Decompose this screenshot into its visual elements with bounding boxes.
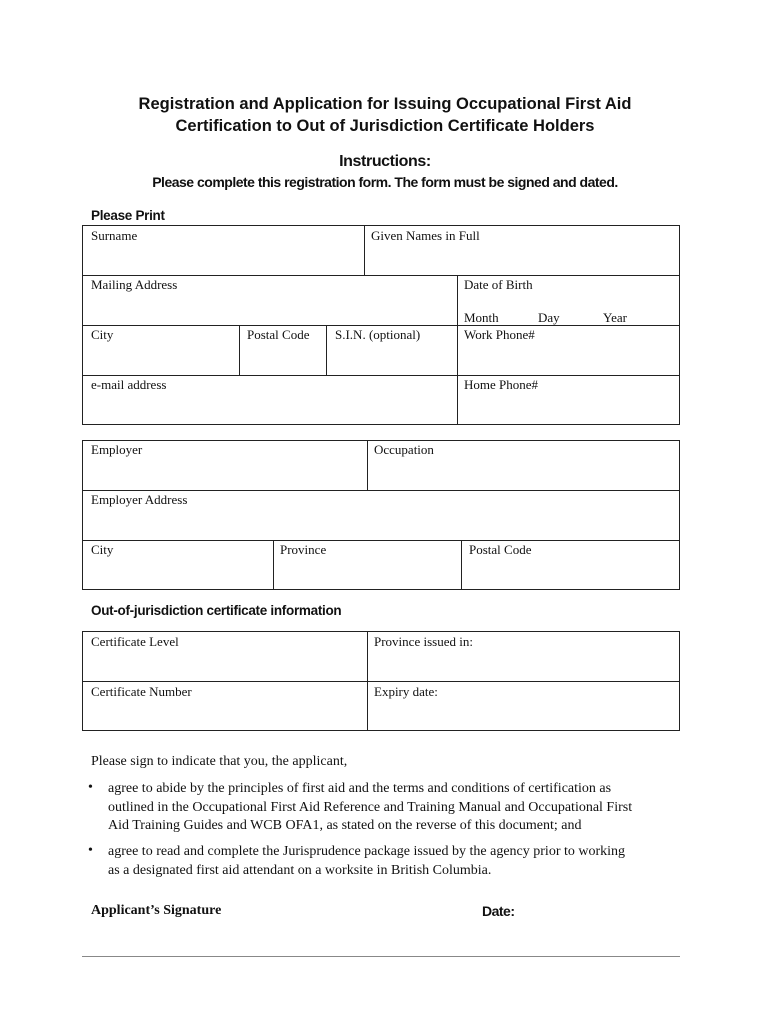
employer-address-field[interactable]: Employer Address bbox=[91, 492, 188, 507]
employer-city-field[interactable]: City bbox=[91, 542, 114, 557]
signature-date-label[interactable]: Date: bbox=[482, 903, 515, 919]
certificate-level-field[interactable]: Certificate Level bbox=[91, 634, 179, 649]
form-title-line-2: Certification to Out of Jurisdiction Certificate Holders bbox=[175, 117, 595, 135]
column-divider bbox=[326, 325, 327, 375]
surname-field[interactable]: Surname bbox=[91, 228, 138, 243]
column-divider bbox=[367, 441, 368, 490]
declaration-bullet-2 bbox=[108, 843, 625, 880]
column-divider bbox=[461, 540, 462, 589]
home-phone-field[interactable]: Home Phone# bbox=[464, 377, 539, 392]
instructions-heading: Instructions: bbox=[339, 153, 431, 170]
certificate-number-field[interactable]: Certificate Number bbox=[91, 684, 192, 699]
dob-year-label: Year bbox=[603, 310, 627, 325]
row-divider bbox=[83, 540, 679, 541]
mailing-address-field[interactable]: Mailing Address bbox=[91, 277, 178, 292]
email-field[interactable]: e-mail address bbox=[91, 377, 167, 392]
postal-code-field[interactable]: Postal Code bbox=[247, 327, 310, 342]
row-divider bbox=[83, 375, 679, 376]
dob-day-label: Day bbox=[538, 310, 560, 325]
applicant-signature-label[interactable]: Applicant’s Signature bbox=[91, 903, 222, 918]
bullet-1-line-1: agree to abide by the principles of first aid and the terms and conditions of certification as bbox=[108, 781, 612, 796]
declaration-bullet-1 bbox=[108, 780, 632, 836]
row-divider bbox=[83, 490, 679, 491]
row-divider bbox=[83, 681, 679, 682]
row-divider bbox=[83, 275, 679, 276]
work-phone-field[interactable]: Work Phone# bbox=[464, 327, 535, 342]
row-divider bbox=[83, 325, 679, 326]
column-divider bbox=[367, 632, 368, 730]
bullet-icon: • bbox=[88, 843, 93, 858]
column-divider bbox=[239, 325, 240, 375]
column-divider bbox=[457, 275, 458, 425]
certificate-section-label: Out-of-jurisdiction certificate information bbox=[91, 603, 342, 618]
occupation-field[interactable]: Occupation bbox=[374, 442, 434, 457]
city-field[interactable]: City bbox=[91, 327, 114, 342]
form-title-line-1: Registration and Application for Issuing Occupational First Aid bbox=[138, 95, 632, 113]
declaration-intro: Please sign to indicate that you, the applicant, bbox=[91, 754, 348, 769]
signature-line bbox=[82, 956, 680, 957]
column-divider bbox=[273, 540, 274, 589]
employer-postal-code-field[interactable]: Postal Code bbox=[469, 542, 532, 557]
employer-info-table bbox=[82, 440, 680, 590]
date-of-birth-field[interactable]: Date of Birth bbox=[464, 277, 533, 292]
province-issued-field[interactable]: Province issued in: bbox=[374, 634, 473, 649]
bullet-2-line-1: agree to read and complete the Jurisprudence package issued by the agency prior to working bbox=[108, 844, 626, 859]
employer-field[interactable]: Employer bbox=[91, 442, 143, 457]
bullet-1-line-2: outlined in the Occupational First Aid Reference and Training Manual and Occupational First bbox=[108, 799, 633, 815]
bullet-1-line-3: Aid Training Guides and WCB OFA1, as stated on the reverse of this document; and bbox=[108, 818, 582, 833]
dob-month-label: Month bbox=[464, 310, 499, 325]
instructions-text: Please complete this registration form. The form must be signed and dated. bbox=[152, 174, 618, 190]
bullet-2-line-2: as a designated first aid attendant on a worksite in British Columbia. bbox=[108, 862, 492, 878]
expiry-date-field[interactable]: Expiry date: bbox=[374, 684, 438, 699]
employer-province-field[interactable]: Province bbox=[280, 542, 327, 557]
sin-field[interactable]: S.I.N. (optional) bbox=[335, 327, 421, 342]
personal-info-table bbox=[82, 225, 680, 425]
given-names-field[interactable]: Given Names in Full bbox=[371, 228, 480, 243]
please-print-label: Please Print bbox=[91, 208, 165, 223]
column-divider bbox=[364, 226, 365, 275]
bullet-icon: • bbox=[88, 780, 93, 795]
